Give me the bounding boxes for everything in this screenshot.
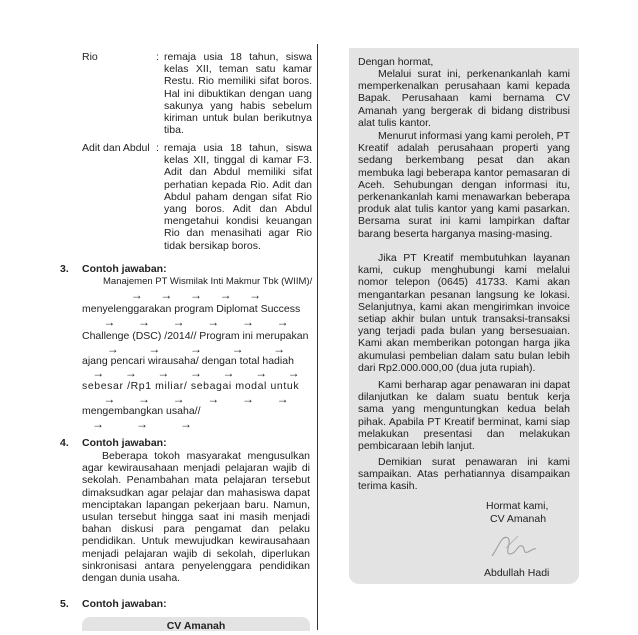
- item-heading: Contoh jawaban:: [82, 263, 167, 275]
- arrow-icon: →: [189, 288, 202, 302]
- signature-icon: [488, 528, 538, 562]
- arrow-icon: →: [207, 315, 220, 329]
- item-number: 3.: [60, 263, 69, 275]
- arrow-icon: →: [189, 342, 202, 356]
- colon: :: [156, 51, 159, 63]
- item-heading: Contoh jawaban:: [82, 598, 167, 610]
- arrow-icon: →: [92, 366, 105, 380]
- letter-closing: Hormat kami,: [486, 500, 549, 512]
- answer-line: Manajemen PT Wismilak Inti Makmur Tbk (WIIM)/: [103, 276, 313, 287]
- arrow-icon: →: [103, 315, 116, 329]
- arrow-icon: →: [273, 342, 286, 356]
- colon: :: [156, 142, 159, 154]
- arrow-icon: →: [222, 366, 235, 380]
- arrow-icon: →: [137, 392, 150, 406]
- arrow-row: [82, 316, 310, 328]
- answer-line: menyelenggarakan program Diplomat Success: [82, 303, 301, 315]
- letter-signer: Abdullah Hadi: [484, 567, 550, 579]
- answer-line: mengembangkan usaha//: [82, 405, 201, 417]
- arrow-row: [82, 418, 192, 430]
- arrow-icon: →: [241, 392, 254, 406]
- answer-line: Challenge (DSC) /2014// Program ini merupakan: [82, 330, 309, 342]
- item-heading: Contoh jawaban:: [82, 437, 167, 449]
- arrow-icon: →: [92, 417, 104, 431]
- answer-line: ajang pencari wirausaha/ dengan total hadiah: [82, 355, 294, 367]
- item-number: 5.: [60, 598, 69, 610]
- letter-paragraph: Demikian surat penawaran ini kami sampaikan. Atas perhatiannya disampaikan terima kasih.: [358, 456, 570, 493]
- arrow-icon: →: [219, 288, 232, 302]
- arrow-icon: →: [172, 315, 185, 329]
- letter-salutation: Dengan hormat,: [358, 56, 434, 68]
- arrow-row: [82, 289, 310, 301]
- letter-paragraph: Kami berharap agar penawaran ini dapat dilanjutkan ke dalam suatu bentuk kerja sama yang menguntungkan kedua belah pihak. Apabila PT Kreatif berminat, kami siap melakukan presentasi dan melakukan pembicaraan lebih lanjut.: [358, 379, 570, 453]
- arrow-row: [82, 367, 310, 379]
- character-desc: remaja usia 18 tahun, siswa kelas XII, teman satu kamar Restu. Rio memiliki sifat boros. Hal ini dibuktikan dengan uang sakunya yang habis sebelum kiriman untuk bulan berikutnya tiba.: [164, 51, 312, 137]
- letter-paragraph: Menurut informasi yang kami peroleh, PT Kreatif adalah perusahaan properti yang sedang berkembang pesat dan akan membuka lagi beberapa kantor pemasaran di Aceh. Sehubungan dengan informasi itu, perkenankanlah kami menawarkan beberapa produk alat tulis kantor yang kami pasarkan. Bersama surat ini kami lampirkan daftar barang beserta harganya masing-masing.: [358, 130, 570, 240]
- arrow-icon: →: [255, 366, 268, 380]
- arrow-icon: →: [130, 288, 143, 302]
- arrow-icon: →: [137, 315, 150, 329]
- arrow-row: [82, 343, 310, 355]
- arrow-icon: →: [231, 342, 244, 356]
- arrow-icon: →: [106, 342, 119, 356]
- arrow-icon: →: [157, 366, 170, 380]
- letter-company: CV Amanah: [490, 513, 547, 525]
- letter-header-box: CV Amanah: [82, 617, 310, 631]
- arrow-icon: →: [136, 417, 148, 431]
- arrow-icon: →: [276, 392, 289, 406]
- arrow-icon: →: [160, 288, 173, 302]
- arrow-icon: →: [172, 392, 185, 406]
- arrow-icon: →: [189, 366, 202, 380]
- letter-paragraph: Jika PT Kreatif membutuhkan layanan kami, cukup menghubungi kami melalui nomor telepon (0645) 41733. Kami akan mengantarkan pesanan langsung ke lokasi. Selanjutnya, kami akan mengirimkan invoice setiap akhir bulan untuk transaksi-transaksi yang terjadi pada bulan yang bersesuaian. Kami akan memberikan potongan harga jika akumulasi pembelian dalam satu bulan lebih dari Rp2.000.000,00 (dua juta rupiah).: [358, 252, 570, 374]
- arrow-icon: →: [249, 288, 262, 302]
- arrow-icon: →: [148, 342, 161, 356]
- arrow-icon: →: [241, 315, 254, 329]
- character-name: Adit dan Abdul: [82, 142, 150, 154]
- arrow-icon: →: [276, 315, 289, 329]
- arrow-icon: →: [180, 417, 192, 431]
- arrow-icon: →: [207, 392, 220, 406]
- arrow-icon: →: [287, 366, 300, 380]
- character-desc: remaja usia 18 tahun, siswa kelas XII, tinggal di kamar F3. Adit dan Abdul memiliki sifat perhatian kepada Rio. Adit dan Abdul paham dengan sifat Rio yang boros. Adit dan Abdul mengetahui kondisi keuangan Rio dan menasihati agar Rio tidak bersikap boros.: [164, 142, 312, 252]
- arrow-icon: →: [124, 366, 137, 380]
- column-divider: [317, 44, 318, 630]
- arrow-row: [82, 393, 310, 405]
- item-number: 4.: [60, 437, 69, 449]
- arrow-icon: →: [103, 392, 116, 406]
- letter-paragraph: Melalui surat ini, perkenankanlah kami memperkenalkan perusahaan kami kepada Bapak. Perusahaan kami bernama CV Amanah yang bergerak di bidang distribusi alat tulis kantor.: [358, 68, 570, 129]
- answer-line: sebesar /Rp1 miliar/ sebagai modal untuk: [82, 380, 300, 392]
- character-name: Rio: [82, 51, 98, 63]
- answer-paragraph: Beberapa tokoh masyarakat mengusulkan agar kewirausahaan menjadi pelajaran wajib di sekolah. Penambahan mata pelajaran tersebut dimaksudkan agar pelajar dan mahasiswa dapat menciptakan lapangan pekerjaan baru. Namun, usulan tersebut hingga saat ini masih menjadi bahan diskusi para pengamat dan pelaku pendidikan. Untuk mewujudkan kewirausahaan menjadi pelajaran wajib di sekolah, diperlukan sinkronisasi antara penyelenggara pendidikan dengan dunia usaha.: [82, 450, 310, 585]
